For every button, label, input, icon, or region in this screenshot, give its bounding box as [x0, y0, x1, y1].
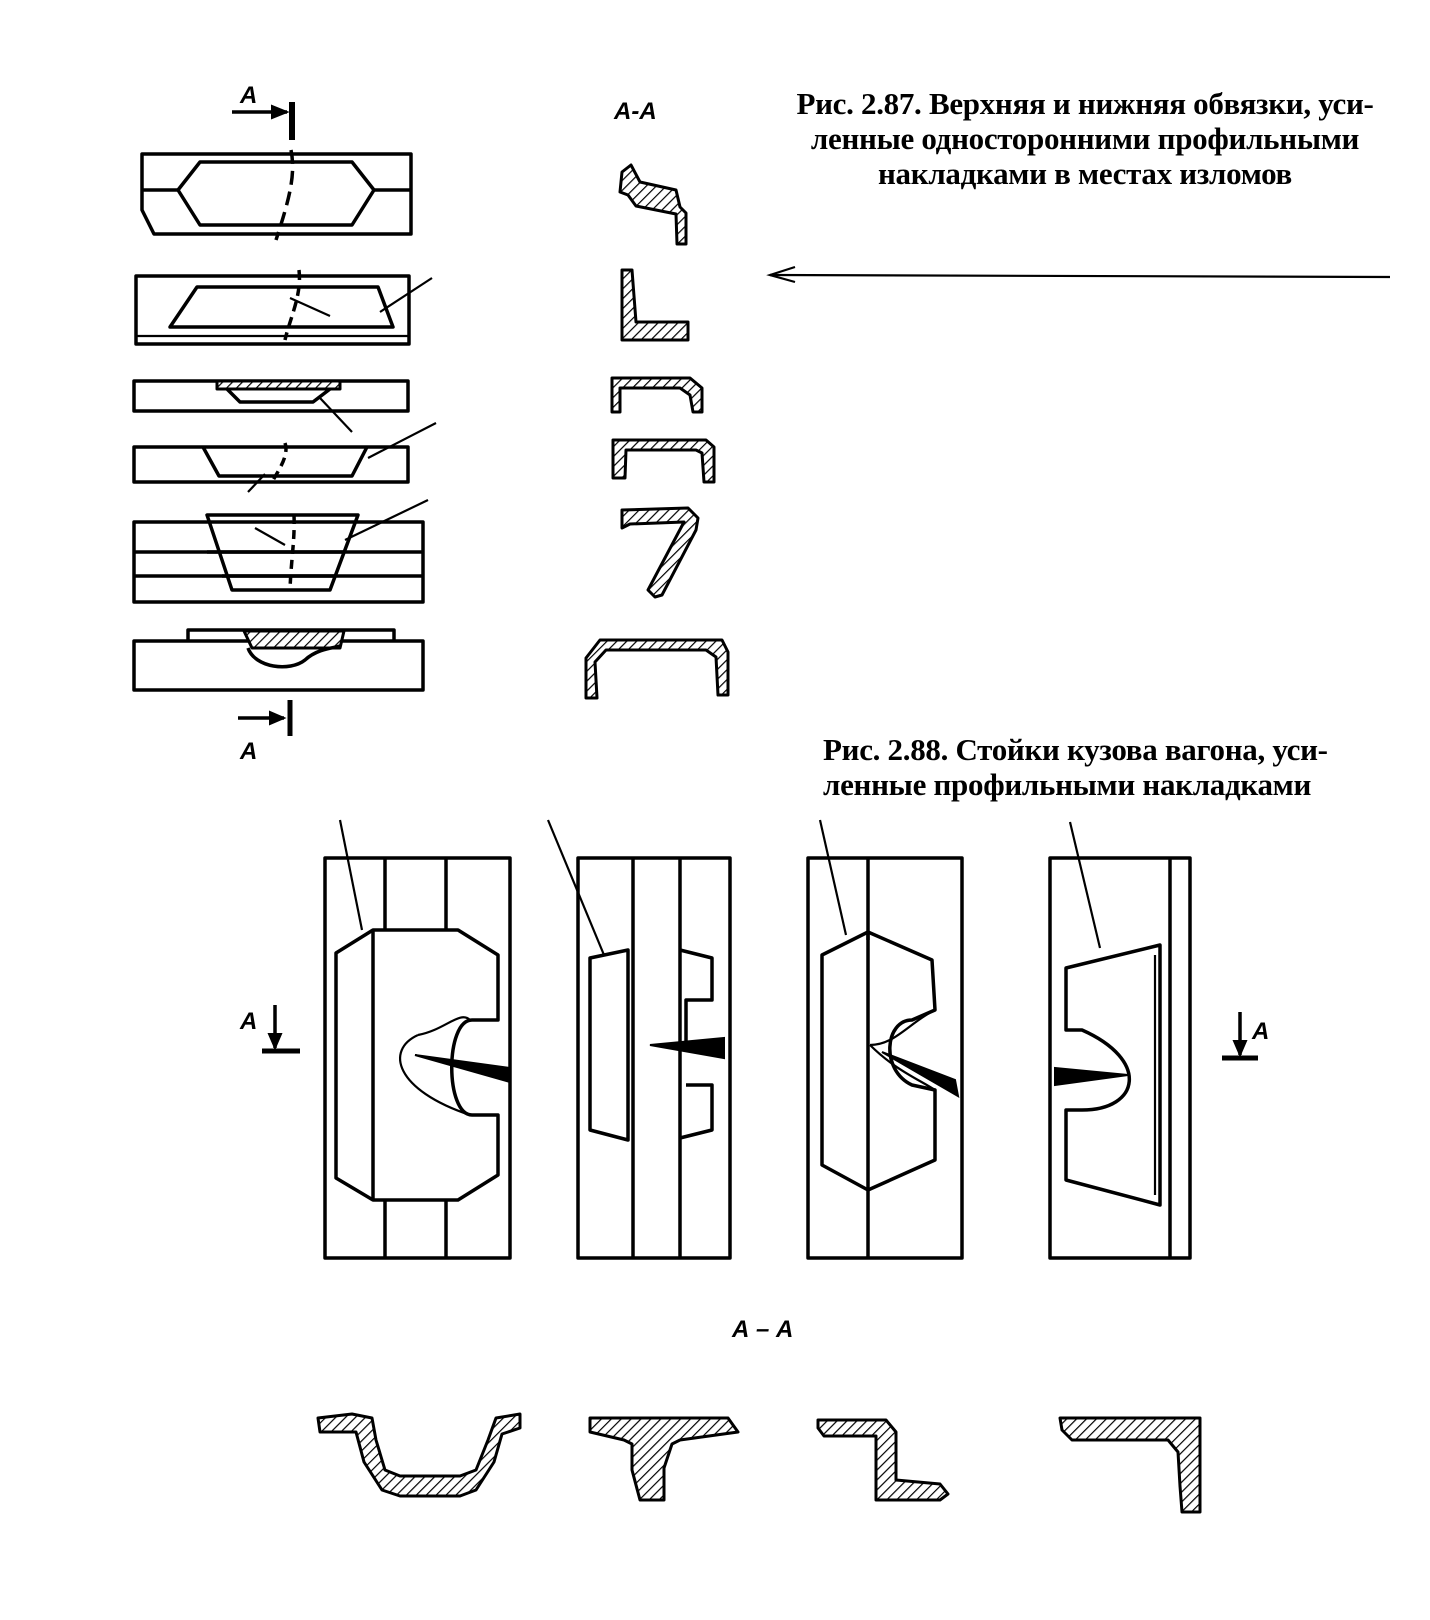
beam-2 [136, 270, 432, 344]
section-3 [612, 378, 702, 412]
caption-line: ленные профильными накладками [823, 767, 1312, 802]
section-2 [622, 270, 688, 340]
section-tee [590, 1418, 738, 1500]
figure-2-87-caption [760, 86, 1410, 191]
stand-4 [1050, 822, 1190, 1258]
fig288-sections [318, 1414, 1200, 1512]
cut-marker-bottom [238, 700, 290, 736]
fig287-sections [586, 165, 728, 698]
cut-label-left: А [240, 1008, 258, 1035]
cut-label-right: А [1252, 1018, 1270, 1045]
section-label-fig287: А-А [614, 98, 657, 125]
stand-1 [325, 820, 510, 1258]
beam-4 [134, 423, 436, 492]
caption-line: Рис. 2.88. Стойки кузова вагона, уси- [823, 732, 1328, 767]
beam-6 [134, 630, 423, 690]
caption-line: накладками в местах изломов [878, 156, 1292, 191]
caption-line: Рис. 2.87. Верхняя и нижняя обвязки, уси- [796, 86, 1374, 121]
stand-3 [808, 820, 962, 1258]
caption-line: ленные односторонними профильными [810, 121, 1360, 156]
section-channel [318, 1414, 520, 1496]
beam-1 [142, 150, 411, 240]
pointer-arrow [770, 267, 1390, 282]
section-1 [620, 165, 686, 244]
cut-marker-left [262, 1005, 300, 1051]
fig288-elevations [262, 820, 1258, 1258]
figure-2-88-caption [823, 732, 1423, 802]
section-zed [818, 1420, 948, 1500]
stand-2 [548, 820, 730, 1258]
section-4 [613, 440, 714, 482]
cut-label-bottom: А [240, 738, 258, 765]
cut-label-top: А [240, 82, 258, 109]
fig287-plan-views [134, 102, 436, 736]
beam-5 [134, 500, 428, 602]
beam-3 [134, 381, 408, 432]
section-6 [586, 640, 728, 698]
section-label-fig288: А – А [732, 1316, 794, 1343]
section-angle [1060, 1418, 1200, 1512]
section-5 [622, 508, 698, 597]
